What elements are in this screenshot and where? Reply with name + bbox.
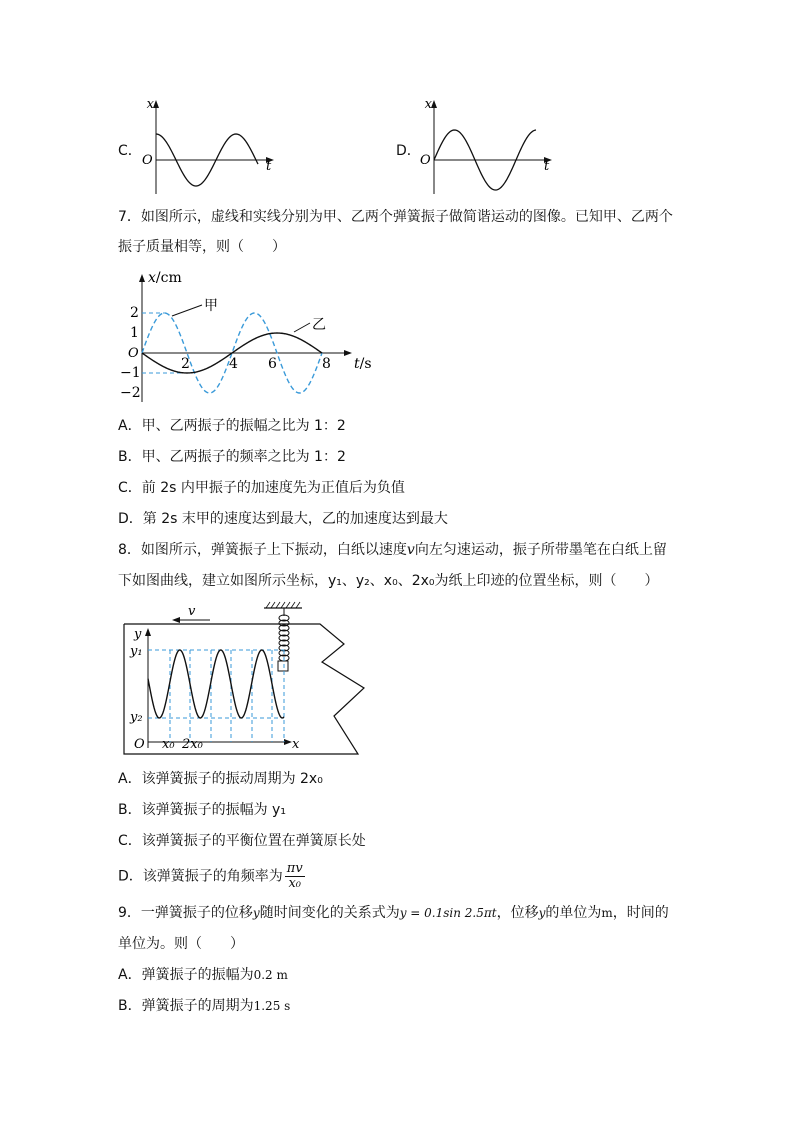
x-axis-label: t (544, 159, 550, 174)
y-axis-label: y (134, 627, 142, 642)
x-axis-arrow (344, 350, 352, 356)
q9-stem-line2: 单位为。则（ ） (118, 936, 244, 952)
q8-option-d (118, 862, 305, 891)
q9-y-symbol: y (252, 906, 260, 920)
x-axis-label (354, 356, 372, 372)
y-axis-label-unit: /cm (155, 270, 182, 286)
q8-spring-paper-figure (118, 598, 378, 756)
label-jia: 甲 (204, 298, 218, 314)
y-axis-label (148, 270, 182, 286)
option-c-graph (118, 98, 288, 196)
q9-unit: m (601, 906, 613, 920)
q9-option-a-text: A．弹簧振子的振幅为 (118, 967, 254, 983)
velocity-arrowhead (172, 617, 180, 623)
option-d-sine-graph (416, 98, 566, 196)
q8-stem-line1 (118, 541, 667, 559)
q9-stem-part2: 随时间变化的关系式为 (259, 905, 400, 921)
origin-label: O (134, 737, 145, 752)
trace-curve (148, 650, 284, 718)
y-axis-arrow (145, 628, 151, 636)
y-axis-label: x (146, 98, 154, 112)
x-tick-6: 6 (268, 356, 277, 372)
y2-label: y₂ (130, 710, 143, 725)
angular-frequency-fraction (285, 862, 305, 891)
q7-stem-line2: 振子质量相等，则（ ） (118, 239, 286, 255)
option-d-label: D． (396, 143, 421, 159)
q7-stem-line1: 7．如图所示，虚线和实线分别为甲、乙两个弹簧振子做简谐运动的图像。已知甲、乙两个 (118, 209, 673, 225)
q7-option-a: A．甲、乙两振子的振幅之比为 1：2 (118, 418, 346, 434)
x-axis-arrow (284, 739, 292, 745)
jia-leader-line (172, 305, 202, 316)
y-tick-2: 2 (130, 305, 139, 321)
q8-stem-line2: 下如图曲线，建立如图所示坐标，y₁、y₂、x₀、2x₀为纸上印迹的位置坐标，则（ ） (118, 573, 659, 589)
x-axis-label: x (292, 737, 300, 752)
q9-option-b-text: B．弹簧振子的周期为 (118, 998, 254, 1014)
q8-option-a: A．该弹簧振子的振动周期为 2x₀ (118, 771, 323, 787)
y-axis-label-var: x (148, 270, 156, 286)
x-axis-label-var: t (354, 356, 360, 372)
velocity-label: v (188, 604, 196, 619)
q9-formula: y = 0.1sin 2.5πt (399, 906, 497, 920)
option-c-label: C． (118, 143, 142, 159)
x-axis-label: t (266, 159, 272, 174)
paper-outline (124, 624, 364, 754)
y-tick-neg1: −1 (120, 365, 141, 381)
ceiling-hatch (266, 602, 300, 608)
y-tick-neg2: −2 (120, 385, 141, 401)
label-yi: 乙 (312, 317, 326, 333)
q9-option-a (118, 966, 288, 984)
origin-label: O (128, 346, 139, 361)
q9-option-b-value: 1.25 s (253, 999, 291, 1013)
q9-stem-part3: ，位移 (496, 905, 539, 921)
fraction-numerator: πv (286, 861, 303, 876)
y-axis-label: x (424, 98, 432, 112)
q8-velocity-symbol: v (406, 542, 415, 558)
option-c-sine-graph (138, 98, 288, 196)
q7-option-c: C．前 2s 内甲振子的加速度先为正值后为负值 (118, 480, 405, 496)
x-tick-8: 8 (322, 356, 331, 372)
q9-stem-part1: 9．一弹簧振子的位移 (118, 905, 253, 921)
y1-label: y₁ (130, 644, 143, 659)
q9-stem-part4: 的单位为 (545, 905, 602, 921)
x-axis-label-unit: /s (359, 356, 372, 372)
q7-option-b: B．甲、乙两振子的频率之比为 1：2 (118, 449, 346, 465)
q9-stem-line1 (118, 904, 669, 922)
q7-vibration-chart (118, 266, 388, 406)
q7-option-d: D．第 2s 末甲的速度达到最大，乙的加速度达到最大 (118, 511, 448, 527)
q8-option-c: C．该弹簧振子的平衡位置在弹簧原长处 (118, 833, 366, 849)
q9-stem-part5: ，时间的 (612, 905, 669, 921)
q8-option-d-text: D．该弹簧振子的角频率为 (118, 868, 283, 885)
option-d-graph (396, 98, 566, 196)
origin-label: O (142, 153, 153, 168)
fraction-denominator: x₀ (288, 876, 301, 891)
q8-option-b: B．该弹簧振子的振幅为 y₁ (118, 802, 286, 818)
x-tick-4: 4 (229, 356, 238, 372)
q9-option-a-value: 0.2 m (253, 968, 288, 982)
q8-stem-part2: 向左匀速运动，振子所带墨笔在白纸上留 (414, 542, 667, 558)
oscillator-block (278, 661, 288, 671)
y-axis-arrow (139, 274, 145, 282)
x0-label: x₀ (162, 737, 175, 752)
q8-stem-part1: 8．如图所示，弹簧振子上下振动，白纸以速度 (118, 542, 407, 558)
q9-option-b (118, 997, 290, 1015)
q9-y-symbol-2: y (538, 906, 546, 920)
origin-label: O (420, 153, 431, 168)
dashed-guides (148, 650, 284, 742)
y-tick-1: 1 (130, 325, 139, 341)
yi-leader-line (294, 323, 310, 332)
2x0-label: 2x₀ (182, 737, 203, 752)
spring-coils (279, 615, 289, 662)
x-tick-2: 2 (181, 356, 190, 372)
